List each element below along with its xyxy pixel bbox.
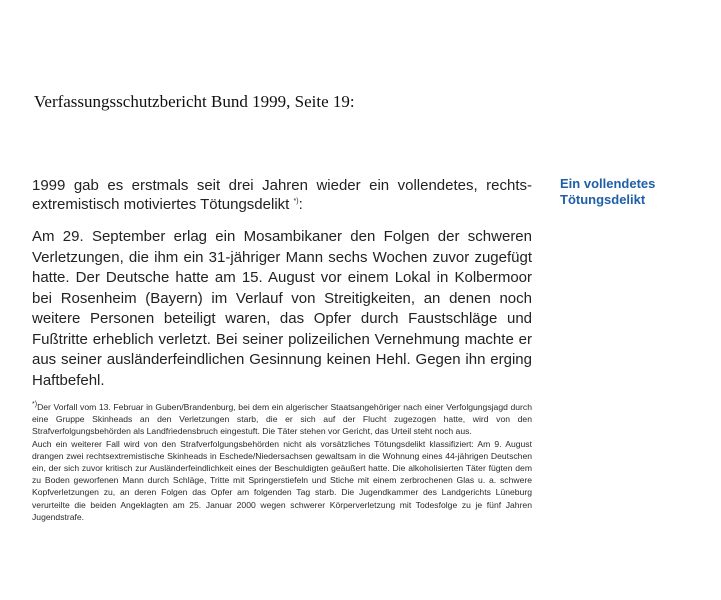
footnote <box>32 401 532 523</box>
page-heading: Verfassungsschutzbericht Bund 1999, Seite 19: <box>34 92 355 111</box>
lead-end: : <box>298 196 303 213</box>
lead-paragraph <box>32 176 532 214</box>
margin-note-line-1: Ein vollendetes <box>560 176 656 191</box>
scanned-report-excerpt <box>32 176 532 523</box>
footnote-paragraph-2: Auch ein weiterer Fall wird von den Strafverfolgungsbehörden nicht als vorsätzliches Tötungsdelikt klassifiziert: Am 9. August drangen zwei rechtsextremistische Skinheads in Eschede/Niedersachsen gewaltsam in die Wohnung eines 44-jährigen Deutschen ein, der sich zuvor kritisch zur Ausländerfeindlichkeit eines der Beschuldigten geäußert hatte. Die alkoholisierten Täter fügten dem zu Boden geworfenen Mann durch Schläge, Tritte mit Springerstiefeln und Stiche mit einem zerbrochenen Glas u. a. schwere Kopfverletzungen zu, an deren Folgen das Opfer am folgenden Tag starb. Die Jugendkammer des Landgerichts Lüneburg verurteilte die beiden Angeklagten am 25. Januar 2000 wegen schwerer Körperverletzung mit Todesfolge zu je fünf Jahren Jugendstrafe. <box>32 438 532 522</box>
footnote-reference: *) <box>293 198 299 205</box>
body-paragraph: Am 29. September erlag ein Mosambikaner den Folgen der schweren Verletzungen, die ihm ein 31-jähriger Mann sechs Wochen zuvor zugefügt hatte. Der Deutsche hatte am 15. August vor einem Lokal in Kolbermoor bei Rosenheim (Bayern) im Verlauf von Streitigkeiten, an denen noch weitere Personen beteiligt waren, das Opfer durch Faustschläge und Fußtritte erheblich verletzt. Bei seiner polizeilichen Vernehmung machte er aus seiner ausländerfeindlichen Gesinnung keinen Hehl. Gegen ihn erging Haftbefehl. <box>32 228 532 389</box>
margin-note <box>560 176 710 208</box>
margin-note-line-2: Tötungsdelikt <box>560 192 646 207</box>
footnote-marker: *) <box>32 401 38 409</box>
lead-text: 1999 gab es erstmals seit drei Jahren wieder ein vollendetes, rechtsextremistisch motiviertes Tötungsdelikt <box>32 177 532 213</box>
footnote-paragraph-1 <box>32 401 532 438</box>
footnote-text-1: Der Vorfall vom 13. Februar in Guben/Brandenburg, bei dem ein algerischer Staatsangehöriger nach einer Verfolgungsjagd durch eine Gruppe Skinheads an den Verletzungen starb, die er sich auf der Flucht zugezogen hatte, wird von den Strafverfolgungsbehörden als Landfriedensbruch eingestuft. Die Täter stehen vor Gericht, das Urteil steht noch aus. <box>32 402 532 437</box>
